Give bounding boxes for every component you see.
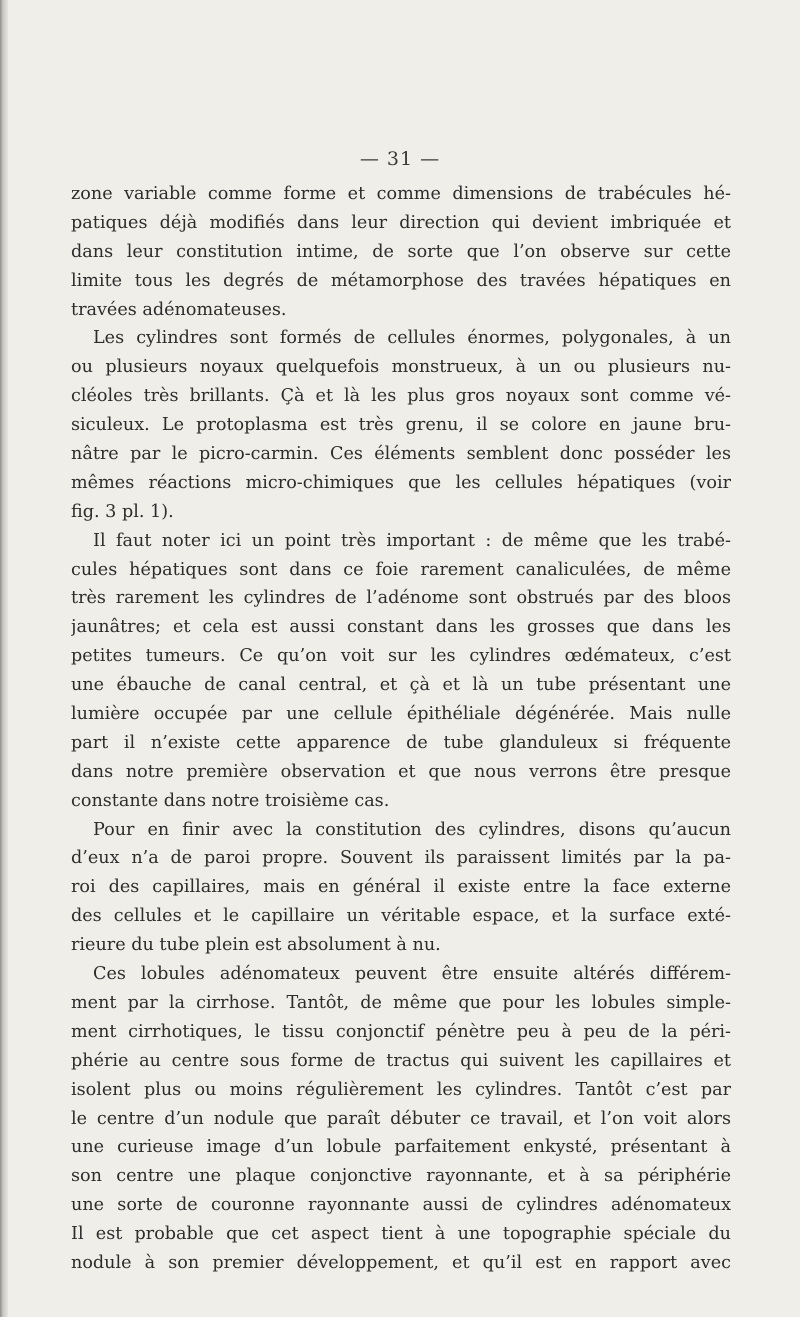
text-line: travées adénomateuses. bbox=[71, 299, 287, 320]
text-line: très rarement les cylindres de l’adénome sont obstrués par des bloos bbox=[71, 588, 731, 609]
text-line: constante dans notre troisième cas. bbox=[71, 790, 390, 811]
text-line: siculeux. Le protoplasma est très grenu, il se colore en jaune bru- bbox=[71, 415, 731, 436]
text-line: Pour en finir avec la constitution des cylindres, disons qu’aucun bbox=[93, 819, 731, 840]
text-line: une ébauche de canal central, et çà et là un tube présentant une bbox=[71, 675, 731, 696]
text-line: ou plusieurs noyaux quelquefois monstrueux, à un ou plusieurs nu- bbox=[71, 357, 731, 378]
page-number: — 31 — bbox=[359, 148, 441, 170]
text-line: ment par la cirrhose. Tantôt, de même que pour les lobules simple- bbox=[71, 992, 731, 1013]
text-line: Il est probable que cet aspect tient à une topographie spéciale du bbox=[71, 1224, 731, 1245]
text-line: lumière occupée par une cellule épithéliale dégénérée. Mais nulle bbox=[71, 704, 731, 725]
text-line: Les cylindres sont formés de cellules énormes, polygonales, à un bbox=[93, 328, 731, 349]
text-line: le centre d’un nodule que paraît débuter ce travail, et l’on voit alors bbox=[71, 1108, 731, 1129]
page-binding-edge bbox=[0, 0, 8, 1317]
text-line: dans notre première observation et que nous verrons être presque bbox=[71, 761, 731, 782]
text-line: jaunâtres; et cela est aussi constant dans les grosses que dans les bbox=[71, 617, 731, 638]
text-line: ment cirrhotiques, le tissu conjonctif pénètre peu à peu de la péri- bbox=[71, 1021, 731, 1042]
text-line: Il faut noter ici un point très important : de même que les trabé- bbox=[93, 530, 731, 551]
text-line: phérie au centre sous forme de tractus qui suivent les capillaires et bbox=[71, 1050, 731, 1071]
text-line: des cellules et le capillaire un véritable espace, et la surface exté- bbox=[71, 906, 731, 927]
text-line: roi des capillaires, mais en général il existe entre la face externe bbox=[71, 877, 731, 898]
text-line: limite tous les degrés de métamorphose des travées hépatiques en bbox=[71, 270, 731, 291]
text-line: mêmes réactions micro-chimiques que les cellules hépatiques (voir bbox=[71, 472, 731, 493]
text-line: rieure du tube plein est absolument à nu. bbox=[71, 935, 441, 956]
text-line: son centre une plaque conjonctive rayonnante, et à sa périphérie bbox=[71, 1166, 731, 1187]
text-line: cules hépatiques sont dans ce foie rarement canaliculées, de même bbox=[71, 559, 731, 580]
text-line: petites tumeurs. Ce qu’on voit sur les cylindres œdémateux, c’est bbox=[71, 646, 731, 667]
text-line: patiques déjà modifiés dans leur direction qui devient imbriquée et bbox=[71, 212, 731, 233]
text-line: nâtre par le picro-carmin. Ces éléments semblent donc posséder les bbox=[71, 444, 731, 465]
text-line: isolent plus ou moins régulièrement les cylindres. Tantôt c’est par bbox=[71, 1079, 731, 1100]
text-line: dans leur constitution intime, de sorte que l’on observe sur cette bbox=[71, 241, 731, 262]
text-line: part il n’existe cette apparence de tube glanduleux si fréquente bbox=[71, 732, 731, 753]
text-line: zone variable comme forme et comme dimensions de trabécules hé- bbox=[71, 184, 731, 204]
text-line: cléoles très brillants. Çà et là les plus gros noyaux sont comme vé- bbox=[71, 386, 731, 407]
body-text bbox=[71, 180, 731, 1278]
text-line: une sorte de couronne rayonnante aussi de cylindres adénomateux bbox=[71, 1195, 731, 1216]
text-line: une curieuse image d’un lobule parfaitement enkysté, présentant à bbox=[71, 1137, 731, 1158]
text-line: Ces lobules adénomateux peuvent être ensuite altérés différem- bbox=[93, 964, 731, 985]
text-line: nodule à son premier développement, et qu’il est en rapport avec bbox=[71, 1252, 731, 1273]
text-line: d’eux n’a de paroi propre. Souvent ils paraissent limités par la pa- bbox=[71, 848, 731, 869]
text-line: fig. 3 pl. 1). bbox=[71, 501, 174, 522]
